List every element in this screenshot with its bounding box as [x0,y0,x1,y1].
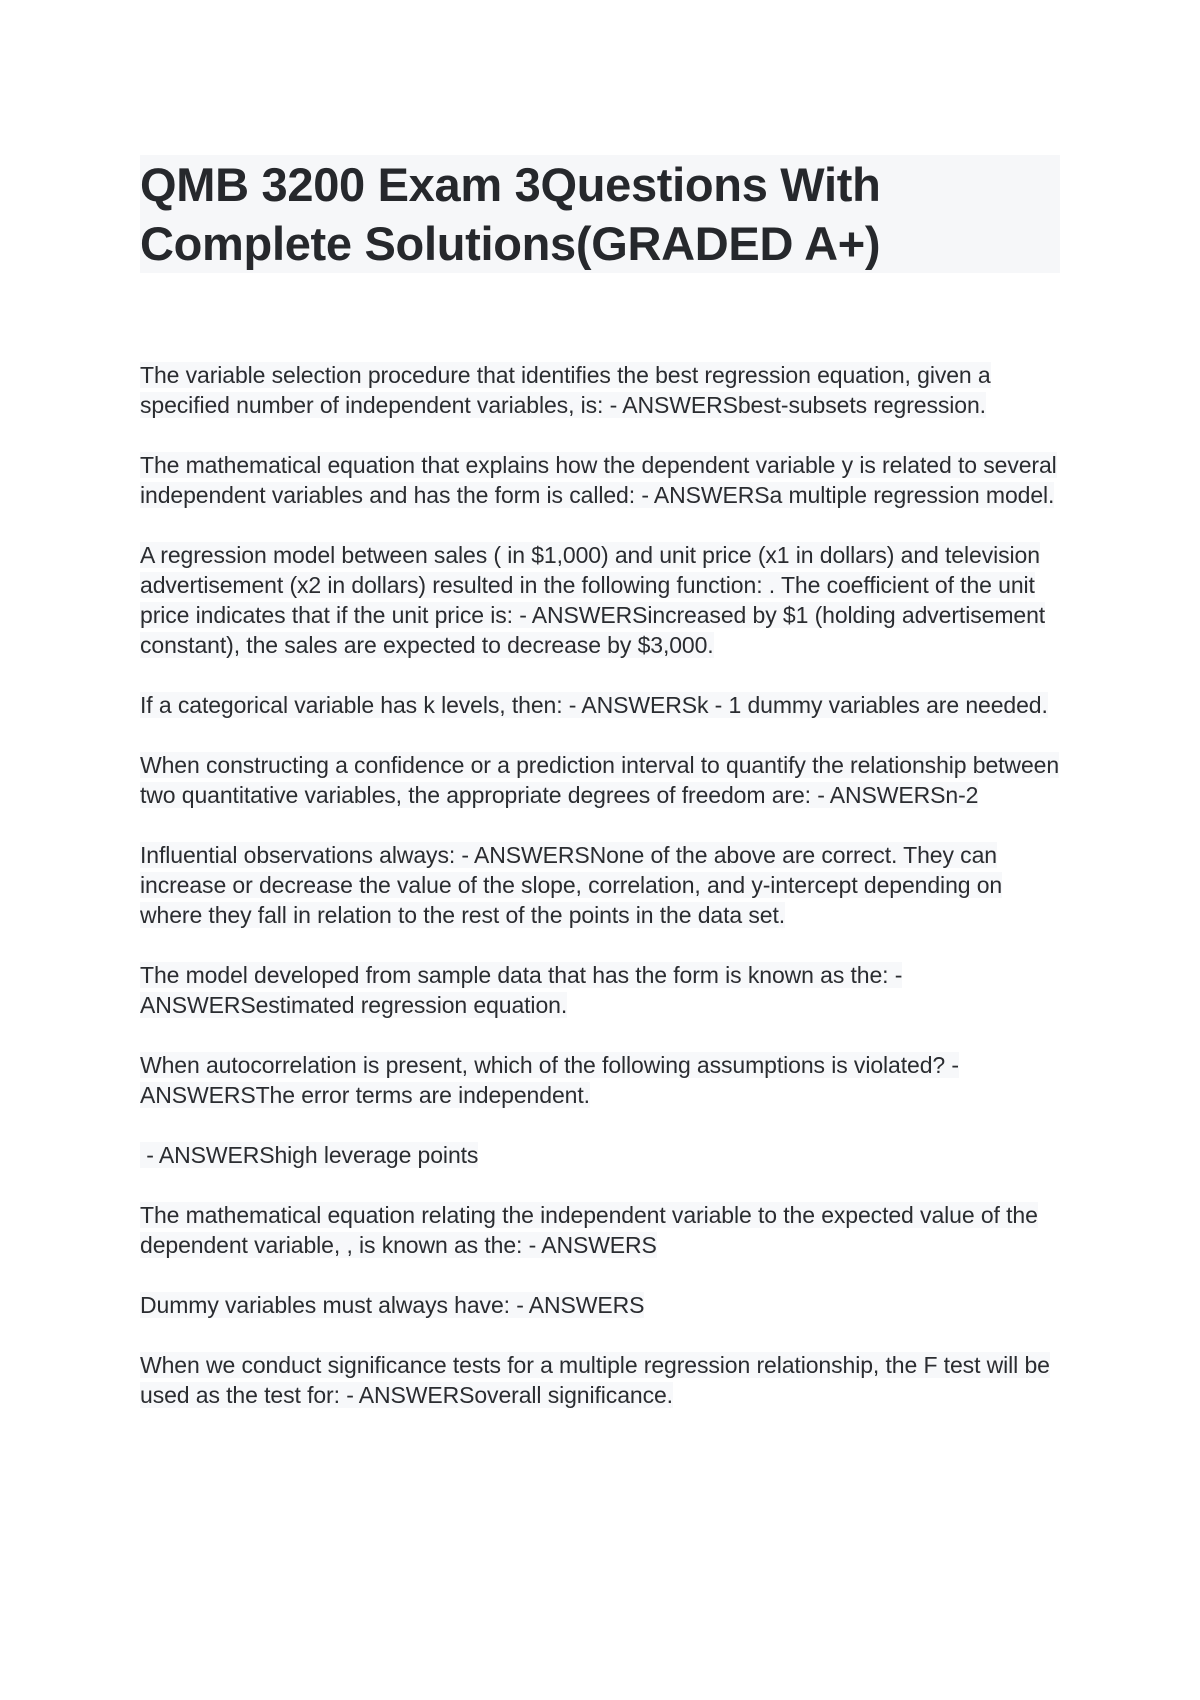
qa-item [140,1140,1060,1170]
qa-text: When autocorrelation is present, which of the following assumptions is violated? - ANSWERSThe error terms are independent. [140,1052,959,1108]
title-block [140,155,1060,273]
qa-item [140,1350,1060,1410]
qa-text: If a categorical variable has k levels, then: - ANSWERSk - 1 dummy variables are needed. [140,692,1048,718]
qa-item [140,540,1060,660]
qa-item [140,360,1060,420]
qa-item [140,690,1060,720]
qa-item [140,450,1060,510]
qa-text: Dummy variables must always have: - ANSWERS [140,1292,645,1318]
qa-item [140,960,1060,1020]
document-title: QMB 3200 Exam 3Questions With Complete Solutions(GRADED A+) [140,158,881,270]
qa-item [140,1050,1060,1110]
qa-text: - ANSWERShigh leverage points [140,1142,479,1168]
qa-text: When constructing a confidence or a prediction interval to quantify the relationship between two quantitative variables, the appropriate degrees of freedom are: - ANSWERSn-2 [140,752,1060,808]
qa-text: When we conduct significance tests for a multiple regression relationship, the F test will be used as the test for: - ANSWERSoverall significance. [140,1352,1050,1408]
qa-text: A regression model between sales ( in $1,000) and unit price (x1 in dollars) and television advertisement (x2 in dollars) resulted in the following function: . The coefficient of the unit price indicates that if the unit price is: - ANSWERSincreased by $1 (holding advertisement constant), the sales are expected to decrease by $3,000. [140,542,1046,658]
qa-text: The variable selection procedure that identifies the best regression equation, given a specified number of independent variables, is: - ANSWERSbest-subsets regression. [140,362,991,418]
qa-text: Influential observations always: - ANSWERSNone of the above are correct. They can increase or decrease the value of the slope, correlation, and y-intercept depending on where they fall in relation to the rest of the points in the data set. [140,842,1003,928]
qa-text: The model developed from sample data that has the form is known as the: - ANSWERSestimated regression equation. [140,962,903,1018]
qa-list [140,360,1060,1440]
qa-item [140,750,1060,810]
qa-item [140,840,1060,930]
qa-text: The mathematical equation that explains how the dependent variable y is related to several independent variables and has the form is called: - ANSWERSa multiple regression model. [140,452,1057,508]
qa-item [140,1200,1060,1260]
qa-item [140,1290,1060,1320]
qa-text: The mathematical equation relating the independent variable to the expected value of the dependent variable, , is known as the: - ANSWERS [140,1202,1038,1258]
